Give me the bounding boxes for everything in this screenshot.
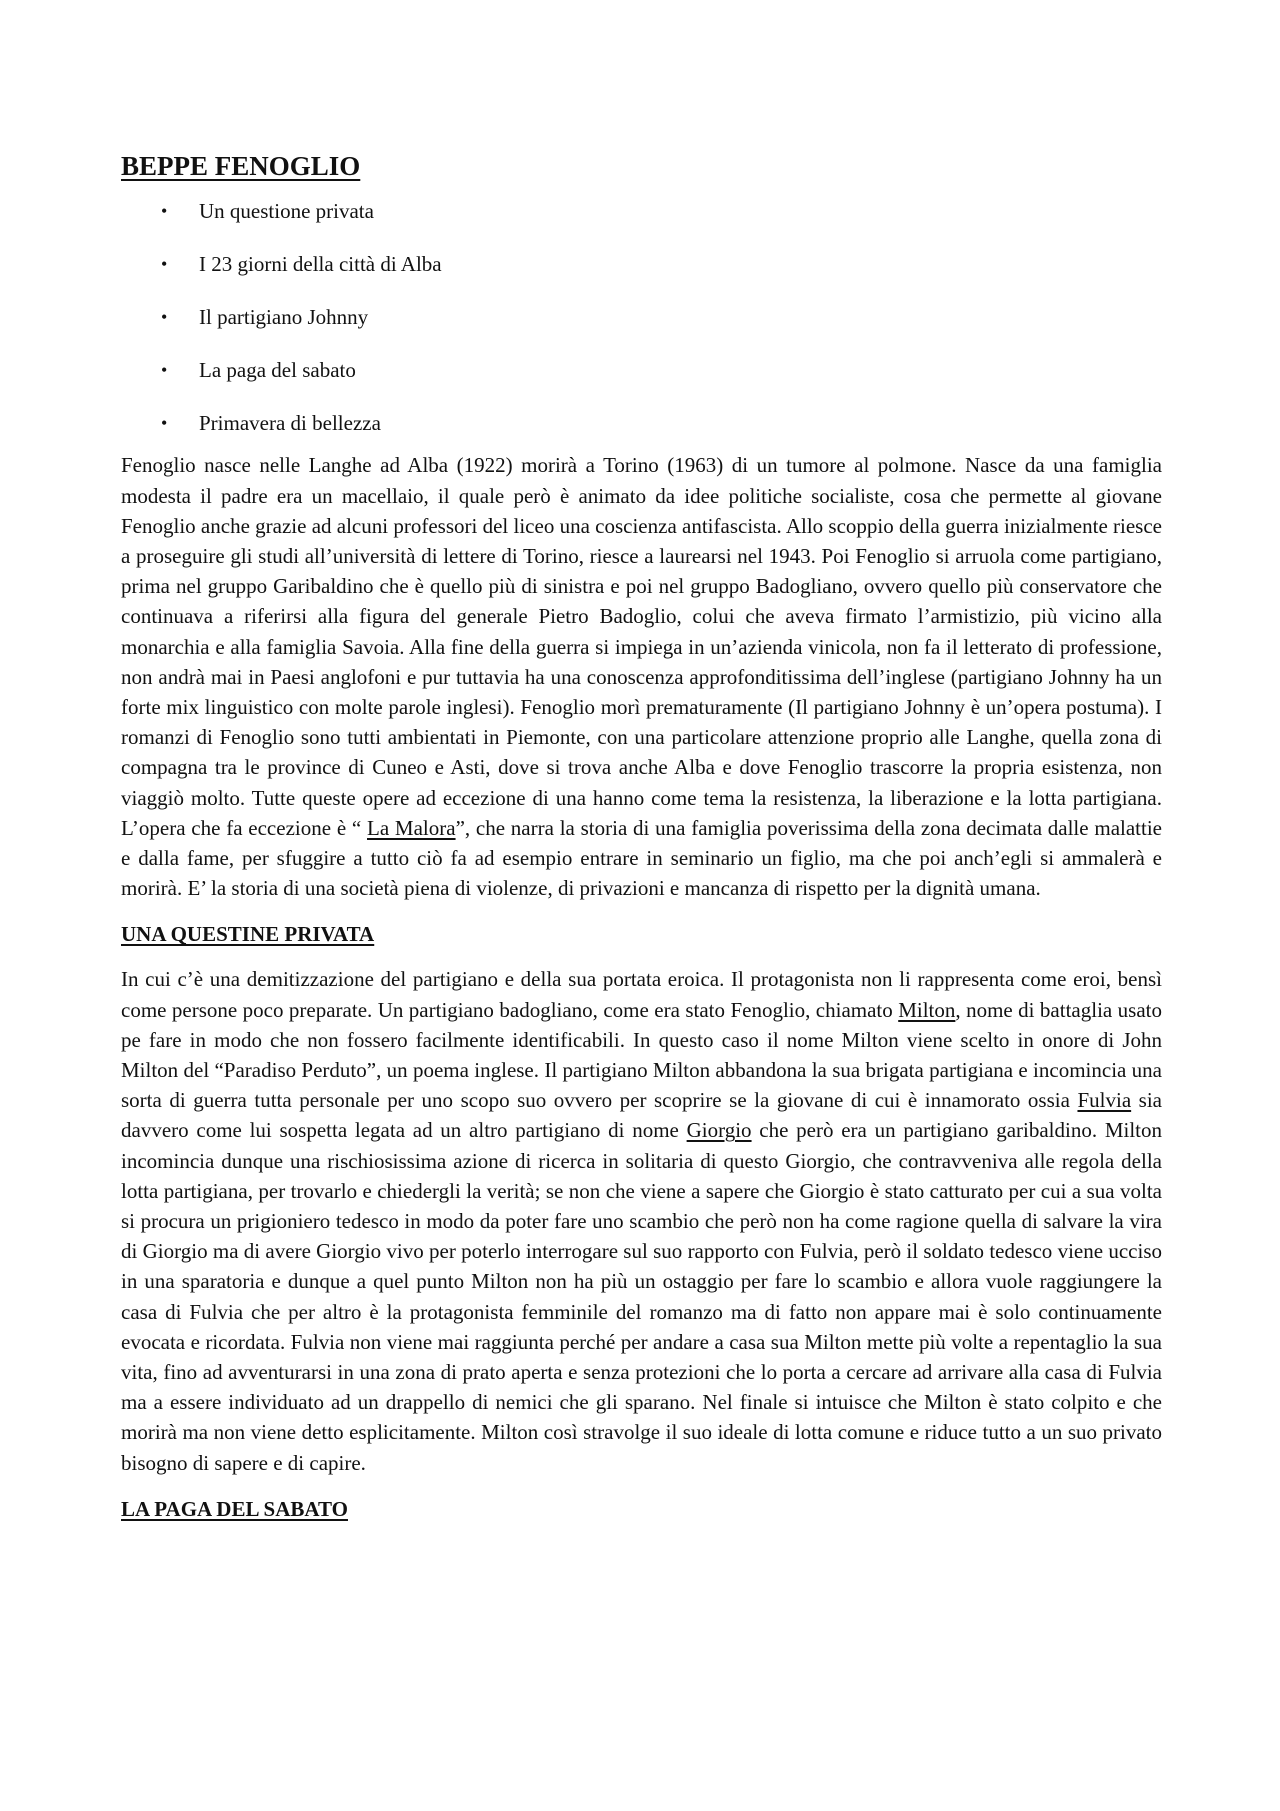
bullet-icon: • <box>161 201 168 222</box>
list-item <box>121 357 1162 383</box>
bullet-icon: • <box>161 254 168 275</box>
works-list <box>121 198 1162 436</box>
list-item <box>121 198 1162 224</box>
list-item <box>121 410 1162 436</box>
questione-text: In cui c’è una demitizzazione del partigiano e della sua portata eroica. Il protagonista non li rappresenta come eroi, bensì come persone poco preparate. Un partigiano badogliano, come era stato Fenoglio, chiamato <box>121 967 1162 1022</box>
section-heading-questione: UNA QUESTINE PRIVATA <box>121 922 375 947</box>
biography-paragraph <box>121 450 1162 903</box>
list-item-label: Un questione privata <box>199 199 374 224</box>
fulvia-name: Fulvia <box>1077 1088 1132 1113</box>
list-item <box>121 251 1162 277</box>
bullet-icon: • <box>161 307 168 328</box>
malora-link-text: La Malora <box>367 815 456 840</box>
bio-text-continued: ”, che narra la storia di una famiglia poverissima della zona decimata dalle malattie e dalla fame, per sfuggire a tutto ciò fa ad esempio entrare in seminario un figlio, ma che poi anch’egli si ammalerà e morirà. E’ la storia di una società piena di violenze, di privazioni e mancanza di rispetto per la dignità umana. <box>121 815 1162 901</box>
list-item <box>121 304 1162 330</box>
bullet-icon: • <box>161 413 168 434</box>
section-heading-paga: LA PAGA DEL SABATO <box>121 1496 348 1521</box>
questione-text-2: , nome di battaglia usato pe fare in modo che non fossero facilmente identificabili. In questo caso il nome Milton viene scelto in onore di John Milton del “Paradiso Perduto”, un poema inglese. Il partigiano Milton abbandona la sua brigata partigiana e incomincia una sorta di guerra tutta personale per uno scopo suo ovvero per scoprire se la giovane di cui è innamorato ossia <box>121 997 1162 1113</box>
bio-text: Fenoglio nasce nelle Langhe ad Alba (1922) morirà a Torino (1963) di un tumore al polmone. Nasce da una famiglia modesta il padre era un macellaio, il quale però è animato da idee politiche socialiste, cosa che permette al giovane Fenoglio anche grazie ad alcuni professori del liceo una coscienza antifascista. Allo scoppio della guerra inizialmente riesce a proseguire gli studi all’università di lettere di Torino, riesce a laurearsi nel 1943. Poi Fenoglio si arruola come partigiano, prima nel gruppo Garibaldino che è quello più di sinistra e poi nel gruppo Badogliano, ovvero quello più conservatore che continuava a riferirsi alla figura del generale Pietro Badoglio, colui che aveva firmato l’armistizio, più vicino alla monarchia e alla famiglia Savoia. Alla fine della guerra si impiega in un’azienda vinicola, non fa il letterato di professione, non andrà mai in Paesi anglofoni e pur tuttavia ha una conoscenza approfonditissima dell’inglese (partigiano Johnny ha un forte mix linguistico con molte parole inglesi). Fenoglio morì prematuramente (Il partigiano Johnny è un’opera postuma). I romanzi di Fenoglio sono tutti ambientati in Piemonte, con una particolare attenzione proprio alle Langhe, quella zona di compagna tra le province di Cuneo e Asti, dove si trova anche Alba e dove Fenoglio trascorre la propria esistenza, non viaggiò molto. Tutte queste opere ad eccezione di una hanno come tema la resistenza, la liberazione e la lotta partigiana. L’opera che fa eccezione è “ <box>121 453 1162 840</box>
document-page <box>121 150 1162 1539</box>
giorgio-name: Giorgio <box>686 1118 752 1143</box>
page-title: BEPPE FENOGLIO <box>121 151 361 181</box>
questione-text-4: che però era un partigiano garibaldino. Milton incomincia dunque una rischiosissima azione di ricerca in solitaria di questo Giorgio, che contravveniva alle regola della lotta partigiana, per trovarlo e chiedergli la verità; se non che viene a sapere che Giorgio è stato catturato per cui a sua volta si procura un prigioniero tedesco in modo da poter fare uno scambio che però non ha come ragione quella di salvare la vira di Giorgio ma di avere Giorgio vivo per poterlo interrogare sul suo rapporto con Fulvia, però il soldato tedesco viene ucciso in una sparatoria e dunque a quel punto Milton non ha più un ostaggio per fare lo scambio e allora vuole raggiungere la casa di Fulvia che per altro è la protagonista femminile del romanzo ma di fatto non appare mai è solo continuamente evocata e ricordata. Fulvia non viene mai raggiunta perché per andare a casa sua Milton mette più volte a repentaglio la sua vita, fino ad avventurarsi in una zona di prato aperta e senza protezioni che lo porta a cercare ad arrivare alla casa di Fulvia ma a essere individuato ad un drappello di nemici che gli sparano. Nel finale si intuisce che Milton è stato colpito e che morirà ma non viene detto esplicitamente. Milton così stravolge il suo ideale di lotta comune e riduce tutto a un suo privato bisogno di sapere e di capire. <box>121 1118 1163 1475</box>
list-item-label: Il partigiano Johnny <box>199 305 369 330</box>
questione-text-3: sia davvero come lui sospetta legata ad un altro partigiano di nome <box>121 1088 1162 1143</box>
list-item-label: Primavera di bellezza <box>199 411 381 436</box>
bullet-icon: • <box>161 360 168 381</box>
questione-paragraph <box>121 964 1162 1477</box>
milton-name: Milton <box>898 997 956 1022</box>
list-item-label: I 23 giorni della città di Alba <box>199 252 442 277</box>
list-item-label: La paga del sabato <box>199 358 356 383</box>
